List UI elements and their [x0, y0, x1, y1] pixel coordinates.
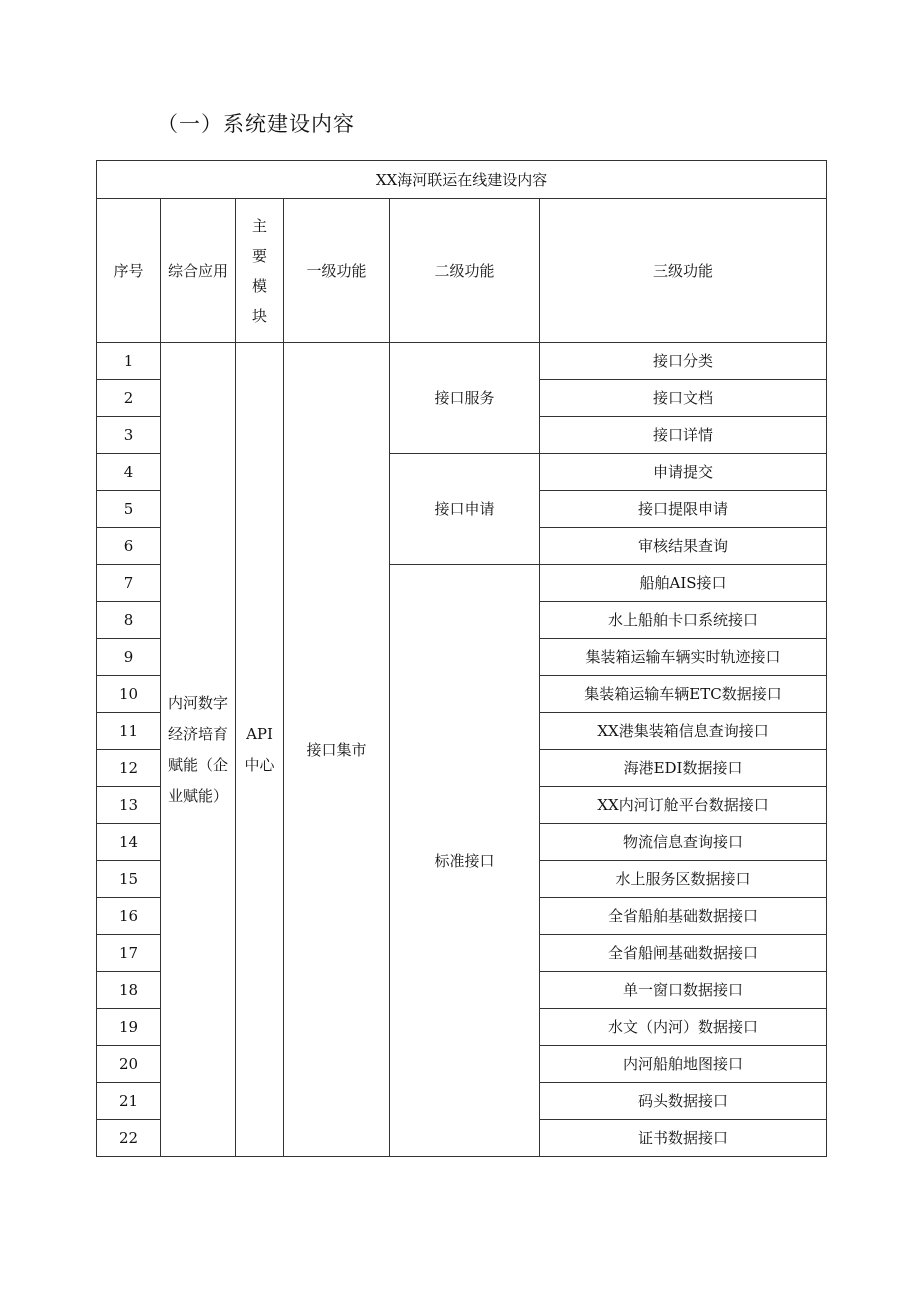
row-function: 码头数据接口	[540, 1083, 827, 1120]
row-function: 申请提交	[540, 454, 827, 491]
row-function: 集装箱运输车辆ETC数据接口	[540, 676, 827, 713]
table-caption-row	[97, 161, 827, 199]
row-seq: 7	[97, 565, 161, 602]
header-module	[236, 199, 284, 343]
header-level3: 三级功能	[540, 199, 827, 343]
row-seq: 1	[97, 343, 161, 380]
module-cell	[236, 343, 284, 1157]
header-level2: 二级功能	[390, 199, 540, 343]
row-seq: 11	[97, 713, 161, 750]
row-seq: 8	[97, 602, 161, 639]
row-function: 接口详情	[540, 417, 827, 454]
row-function: 全省船舶基础数据接口	[540, 898, 827, 935]
row-seq: 17	[97, 935, 161, 972]
table-header-row	[97, 199, 827, 343]
header-seq: 序号	[97, 199, 161, 343]
row-function: 海港EDI数据接口	[540, 750, 827, 787]
row-function: 内河船舶地图接口	[540, 1046, 827, 1083]
level1-cell: 接口集市	[284, 343, 390, 1157]
header-app: 综合应用	[161, 199, 236, 343]
row-seq: 15	[97, 861, 161, 898]
table-caption: XX海河联运在线建设内容	[97, 161, 827, 199]
app-line: 业赋能）	[167, 786, 228, 805]
header-module-char: 要	[251, 246, 267, 265]
row-seq: 4	[97, 454, 161, 491]
row-function: 全省船闸基础数据接口	[540, 935, 827, 972]
app-line: 经济培育	[167, 724, 228, 743]
table-row	[97, 343, 827, 380]
app-line: 内河数字	[167, 693, 228, 712]
module-line: 中心	[244, 755, 275, 774]
row-seq: 9	[97, 639, 161, 676]
header-module-char: 主	[251, 216, 267, 235]
level2-cell: 接口服务	[390, 343, 540, 454]
row-function: 证书数据接口	[540, 1120, 827, 1157]
row-function: 水上船舶卡口系统接口	[540, 602, 827, 639]
header-module-char: 模	[251, 276, 267, 295]
row-function: 接口提限申请	[540, 491, 827, 528]
header-level1: 一级功能	[284, 199, 390, 343]
row-seq: 20	[97, 1046, 161, 1083]
row-function: XX港集装箱信息查询接口	[540, 713, 827, 750]
row-seq: 12	[97, 750, 161, 787]
construction-content-table	[96, 160, 827, 1157]
row-seq: 14	[97, 824, 161, 861]
row-seq: 5	[97, 491, 161, 528]
module-line: API	[246, 724, 273, 743]
row-function: 审核结果查询	[540, 528, 827, 565]
row-seq: 10	[97, 676, 161, 713]
row-function: 水上服务区数据接口	[540, 861, 827, 898]
row-function: 集装箱运输车辆实时轨迹接口	[540, 639, 827, 676]
level2-cell: 接口申请	[390, 454, 540, 565]
table-body	[97, 161, 827, 1157]
app-cell	[161, 343, 236, 1157]
row-seq: 16	[97, 898, 161, 935]
row-seq: 6	[97, 528, 161, 565]
header-module-char: 块	[251, 306, 267, 325]
row-seq: 13	[97, 787, 161, 824]
row-seq: 22	[97, 1120, 161, 1157]
row-seq: 19	[97, 1009, 161, 1046]
row-seq: 2	[97, 380, 161, 417]
row-seq: 3	[97, 417, 161, 454]
row-function: 船舶AIS接口	[540, 565, 827, 602]
row-function: 接口分类	[540, 343, 827, 380]
level2-cell: 标准接口	[390, 565, 540, 1157]
row-function: 水文（内河）数据接口	[540, 1009, 827, 1046]
app-line: 赋能（企	[167, 755, 228, 774]
row-function: 单一窗口数据接口	[540, 972, 827, 1009]
row-function: 物流信息查询接口	[540, 824, 827, 861]
row-function: XX内河订舱平台数据接口	[540, 787, 827, 824]
row-seq: 21	[97, 1083, 161, 1120]
row-function: 接口文档	[540, 380, 827, 417]
section-heading: （一）系统建设内容	[157, 112, 355, 136]
row-seq: 18	[97, 972, 161, 1009]
